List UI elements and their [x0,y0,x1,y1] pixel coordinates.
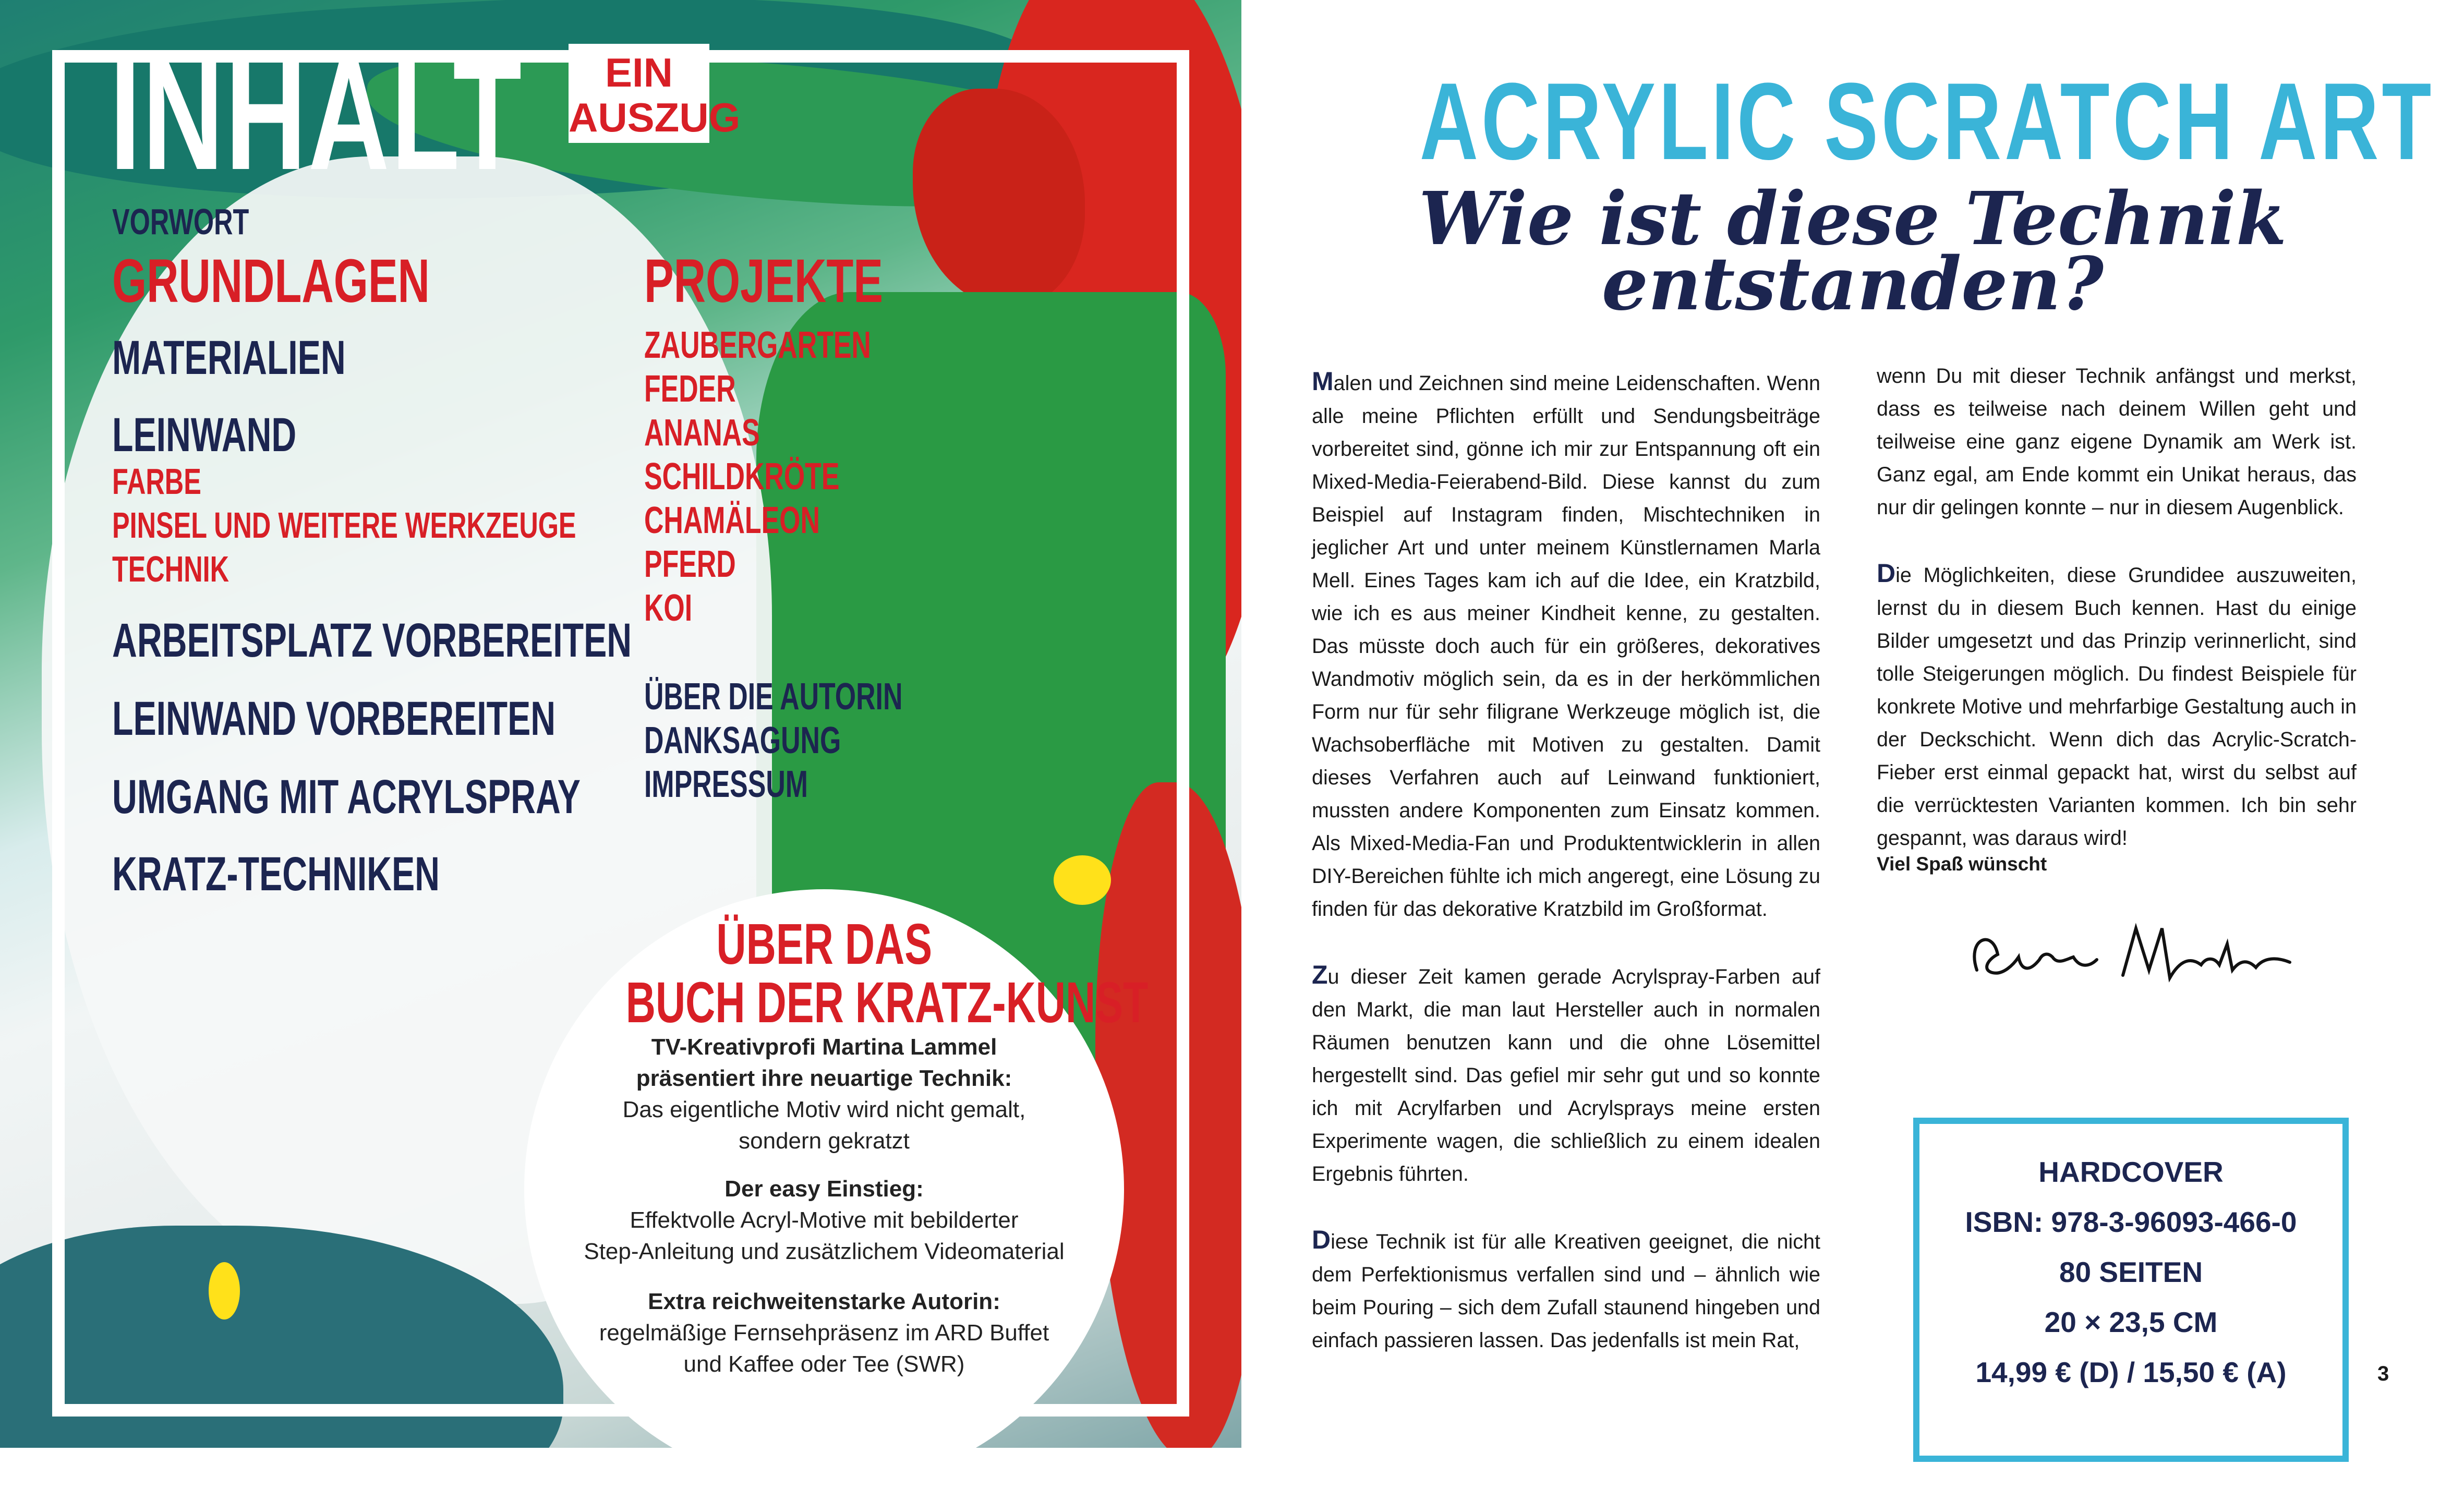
info-isbn: ISBN: 978-3-96093-466-0 [1965,1206,2297,1238]
inhalt-title: INHALT [110,27,524,202]
paragraph: Die Möglichkeiten, diese Grundidee auszuweiten, lernst du in diesem Buch kennen. Hast du einige Bilder umgesetzt und das Prinzip verinnerlicht, sind tolle Steigerungen möglich. Du findest Beispiele für konkrete Motive und mehrfarbige Gestaltung auch in der Deckschicht. Wenn dich das Acrylic-Scratch-Fieber erst einmal gepackt hat, wirst du selbst auf die verrücktesten Varianten kommen. Ich bin sehr gespannt, was daraus wird! [1877,559,2357,850]
info-hardcover: HARDCOVER [2038,1156,2224,1188]
badge-line-1: EIN [605,50,673,95]
paragraph: Diese Technik ist für alle Kreativen geeignet, die nicht dem Perfektionismus verfallen sind und – ähnlich wie beim Pouring – sich dem Zufall staunend hingeben und einfach passieren lassen. Das jedenfalls ist mein Rat, [1312,1225,1820,1352]
subtitle-line-1: Wie ist diese Technik [1418,176,2287,262]
toc-leinwand: LEINWAND [112,408,297,462]
info-size: 20 × 23,5 CM [2044,1306,2218,1338]
circle-paragraph-2: Der easy Einstieg: Effektvolle Acryl-Motive mit bebilderter Step-Anleitung und zusätzlichem Videomaterial [584,1176,1065,1264]
toc-farbe: FARBE [112,461,201,502]
circle-paragraph-1: TV-Kreativprofi Martina Lammel präsentiert ihre neuartige Technik: Das eigentliche Motiv wird nicht gemalt, sondern gekratzt [622,1034,1026,1154]
circle-title [524,912,1149,1035]
toc-koi: KOI [644,587,693,629]
toc-impressum: IMPRESSUM [644,764,808,805]
paragraph: Zu dieser Zeit kamen gerade Acrylspray-Farben auf den Markt, die man laut Hersteller auch in normalen Räumen benutzen kann und die ohne Lösemittel hergestellt sind. Das gefiel mir sehr gut und so konnte ich mit Acrylfarben und Acrylsprays meine ersten Experimente wagen, die schließlich zu einem idealen Ergebnis führten. [1312,960,1820,1185]
toc-acrylspray: UMGANG MIT ACRYLSPRAY [112,770,581,824]
toc-danksagung: DANKSAGUNG [644,720,841,761]
toc-technik: TECHNIK [112,549,229,589]
badge-line-2: AUSZUG [569,94,741,140]
toc-grundlagen: GRUNDLAGEN [112,247,430,316]
toc-kratz-techniken: KRATZ-TECHNIKEN [112,848,440,901]
signature [1956,907,2300,996]
text-column-2 [1877,360,2357,888]
headline: ACRYLIC SCRATCH ART [1419,60,2435,183]
text-column-1 [1312,365,1820,1390]
toc-vorwort: VORWORT [112,201,249,242]
toc-pferd: PFERD [644,543,736,585]
toc-feder: FEDER [644,368,736,410]
toc-schildkroete: SCHILDKRÖTE [644,456,840,498]
toc-autorin: ÜBER DIE AUTORIN [644,676,903,718]
toc-projekte: PROJEKTE [644,247,883,316]
greeting: Viel Spaß wünscht [1877,853,2047,875]
toc-leinwand-vorbereiten: LEINWAND VORBEREITEN [112,692,556,745]
toc-pinsel: PINSEL UND WEITERE WERKZEUGE [112,505,576,546]
info-price: 14,99 € (D) / 15,50 € (A) [1975,1356,2287,1388]
toc-arbeitsplatz: ARBEITSPLATZ VORBEREITEN [112,614,632,667]
info-box [1913,1118,2349,1462]
toc-zaubergarten: ZAUBERGARTEN [644,324,871,366]
info-pages: 80 SEITEN [2059,1256,2203,1288]
subtitle-line-2: entstanden? [1601,241,2104,327]
circle-paragraph-3: Extra reichweitenstarke Autorin: regelmäßige Fernsehpräsenz im ARD Buffet und Kaffee oder Tee (SWR) [599,1289,1049,1377]
page-number: 3 [2377,1362,2389,1385]
circle-title-line-2: BUCH DER KRATZ-KUNST [625,971,1149,1035]
auszug-badge [569,44,741,143]
toc-chamaeleon: CHAMÄLEON [644,500,820,541]
paragraph: wenn Du mit dieser Technik anfängst und merkst, dass es teilweise nach deinem Willen geht und teilweise eine ganz eigene Dynamik am Werk ist. Ganz egal, am Ende kommt ein Unikat heraus, das nur dir gelingen konnte – nur in diesem Augenblick. [1877,365,2357,519]
paragraph: Malen und Zeichnen sind meine Leidenschaften. Wenn alle meine Pflichten erfüllt und Sendungsbeiträge vorbereitet sind, gönne ich mir zur Entspannung oft ein Mixed-Media-Feierabend-Bild. Diese kannst du zum Beispiel auf Instagram finden, Mischtechniken in jeglicher Art und unter meinem Künstlernamen Marla Mell. Eines Tages kam ich auf die Idee, ein Kratzbild, wie ich es aus meiner Kindheit kenne, zu gestalten. Das müsste doch auch für ein größeres, dekoratives Wandmotiv möglich sein, da es in der herkömmlichen Form nur für sehr filigrane Werkzeuge möglich ist, die Wachsoberfläche mit Motiven zu gestalten. Damit dieses Verfahren auch auf Leinwand funktioniert, mussten andere Komponenten zum Einsatz kommen. Als Mixed-Media-Fan und Produktentwicklerin in allen DIY-Bereichen fühlte ich mich angeregt, eine Lösung zu finden für das dekorative Kratzbild im Großformat. [1312,367,1820,921]
toc-ananas: ANANAS [644,412,760,454]
toc-materialien: MATERIALIEN [112,331,346,384]
circle-title-line-1: ÜBER DAS [716,912,932,976]
